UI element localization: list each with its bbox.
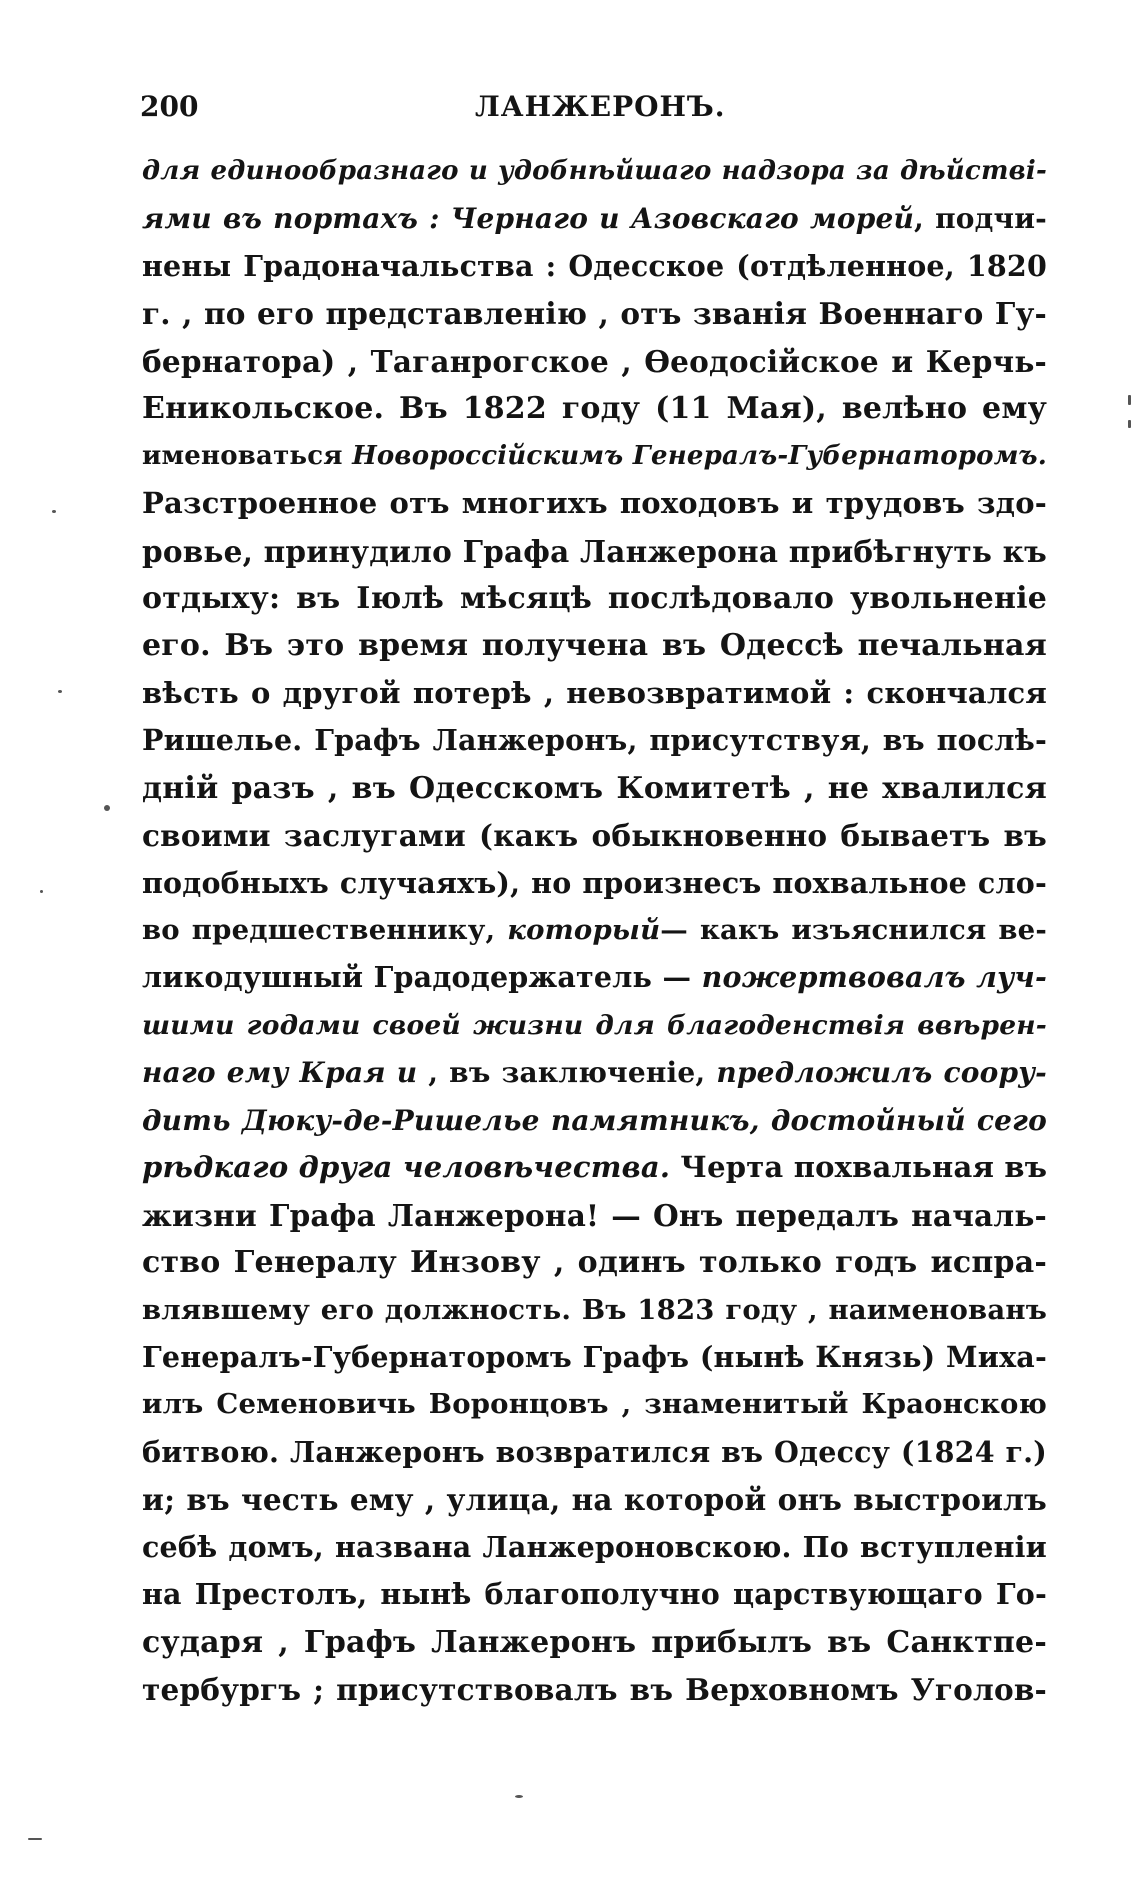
italic-text: для единообразнаго и удобнѣйшаго надзора за дѣйствi- [142, 156, 1047, 186]
text-line [142, 195, 1047, 242]
text-segment: нены Градоначальства : Одесское (отдѣленное, 1820 [142, 248, 1047, 283]
text-segment: Еникольское. Въ 1822 году (11 Мая), велѣно ему [142, 391, 1047, 427]
text-line [142, 1002, 1047, 1049]
text-line [142, 1429, 1047, 1476]
text-segment: тербургъ ; присутствовалъ въ Верховномъ Уголов- [142, 1672, 1047, 1707]
print-speck [58, 690, 62, 693]
text-segment: Черта похвальная въ [670, 1150, 1048, 1185]
text-segment: илъ Семеновичь Воронцовъ , знаменитый Краонскою [142, 1388, 1047, 1421]
text-line [142, 338, 1047, 385]
italic-text: наго ему Края и [142, 1056, 418, 1090]
text-segment: подобныхъ случаяхъ), но произнесъ похвальное сло- [142, 865, 1047, 900]
text-line [142, 290, 1047, 337]
page-number: 200 [140, 90, 199, 123]
text-line [142, 1476, 1047, 1523]
text-line [142, 528, 1047, 575]
text-line [142, 1666, 1047, 1713]
body-text [142, 148, 1047, 1713]
text-line [142, 385, 1047, 432]
text-line [142, 1097, 1047, 1144]
italic-text: ями въ портахъ : Чернаго и Азовскаго морей [142, 202, 915, 236]
text-segment: Ришелье. Графъ Ланжеронъ, присутствуя, въ послѣ- [142, 723, 1047, 758]
text-line [142, 1192, 1047, 1239]
print-speck [1128, 420, 1131, 428]
text-line [142, 243, 1047, 290]
text-line [142, 148, 1047, 195]
italic-text: пожертвовалъ луч- [701, 960, 1047, 995]
text-segment: днiй разъ , въ Одесскомъ Комитетѣ , не хвалился [142, 770, 1047, 806]
text-segment: отдыху: въ Iюлѣ мѣсяцѣ послѣдовало увольненiе [142, 580, 1047, 616]
print-speck [1128, 395, 1131, 405]
text-segment: на Престолъ, нынѣ благополучно царствующаго Го- [142, 1577, 1047, 1612]
text-segment: Разстроенное отъ многихъ походовъ и трудовъ здо- [142, 486, 1047, 521]
text-segment: Генералъ-Губернаторомъ Графъ (нынѣ Князь) Миха- [142, 1339, 1047, 1374]
print-speck [104, 805, 110, 811]
text-segment: , подчи- [914, 202, 1047, 236]
text-line [142, 1571, 1047, 1618]
text-segment: именоваться [142, 440, 353, 471]
text-segment: , въ заключенiе, [417, 1056, 717, 1090]
text-line [142, 433, 1047, 480]
text-line [142, 1239, 1047, 1286]
text-line [142, 1619, 1047, 1666]
text-line [142, 480, 1047, 527]
text-line [142, 765, 1047, 812]
text-line [142, 954, 1047, 1001]
text-segment: сударя , Графъ Ланжеронъ прибылъ въ Санктпе- [142, 1624, 1047, 1660]
text-line [142, 1381, 1047, 1428]
text-line [142, 907, 1047, 954]
text-segment: — какъ изъяснился ве- [660, 914, 1047, 946]
text-segment: его. Въ это время получена въ Одессѣ печальная [142, 628, 1047, 664]
text-segment: влявшему его должность. Въ 1823 году , наименованъ [142, 1293, 1047, 1326]
text-line [142, 1287, 1047, 1334]
text-line [142, 575, 1047, 622]
text-line [142, 1144, 1047, 1191]
text-segment: бернатора) , Таганрогское , Ѳеодосiйское и Керчь- [142, 343, 1047, 379]
text-segment: своими заслугами (какъ обыкновенно бываетъ въ [142, 818, 1047, 854]
text-line [142, 1049, 1047, 1096]
italic-text: Новороссiйскимъ Генералъ-Губернаторомъ. [352, 440, 1047, 471]
text-line [142, 670, 1047, 717]
running-title: ЛАНЖЕРОНЪ. [475, 90, 726, 123]
italic-text: рѣдкаго друга человѣчества. [142, 1150, 671, 1185]
text-segment: ровье, принудило Графа Ланжерона прибѣгнуть къ [142, 533, 1047, 569]
text-segment: во предшественнику, [142, 914, 508, 946]
page-header [140, 90, 1045, 130]
text-line [142, 717, 1047, 764]
text-line [142, 1524, 1047, 1571]
text-segment: вѣсть о другой потерѣ , невозвратимой : скончался [142, 675, 1047, 710]
text-segment: битвою. Ланжеронъ возвратился въ Одессу (1824 г.) [142, 1434, 1047, 1469]
italic-text: дить Дюку-де-Ришелье памятникъ, достойный сего [142, 1103, 1047, 1137]
print-speck [515, 1795, 523, 1798]
print-speck [52, 510, 56, 513]
text-segment: г. , по его представленiю , отъ званiя Военнаго Гу- [142, 296, 1047, 332]
text-segment: ликодушный Градодержатель — [142, 960, 702, 995]
text-line [142, 622, 1047, 669]
text-segment: и; въ честь ему , улица, на которой онъ выстроилъ [142, 1482, 1047, 1518]
italic-text: шими годами своей жизни для благоденствiя ввѣрен- [142, 1009, 1047, 1041]
print-speck [40, 890, 43, 893]
text-line [142, 1334, 1047, 1381]
italic-text: предложилъ соору- [716, 1056, 1047, 1090]
text-segment: ство Генералу Инзову , одинъ только годъ испра- [142, 1245, 1047, 1281]
text-line [142, 812, 1047, 859]
print-speck [28, 1838, 42, 1840]
text-segment: жизни Графа Ланжерона! — Онъ передалъ началь- [142, 1197, 1047, 1233]
italic-text: который [507, 914, 661, 946]
text-segment: себѣ домъ, названа Ланжероновскою. По вступленiи [142, 1529, 1047, 1564]
text-line [142, 860, 1047, 907]
